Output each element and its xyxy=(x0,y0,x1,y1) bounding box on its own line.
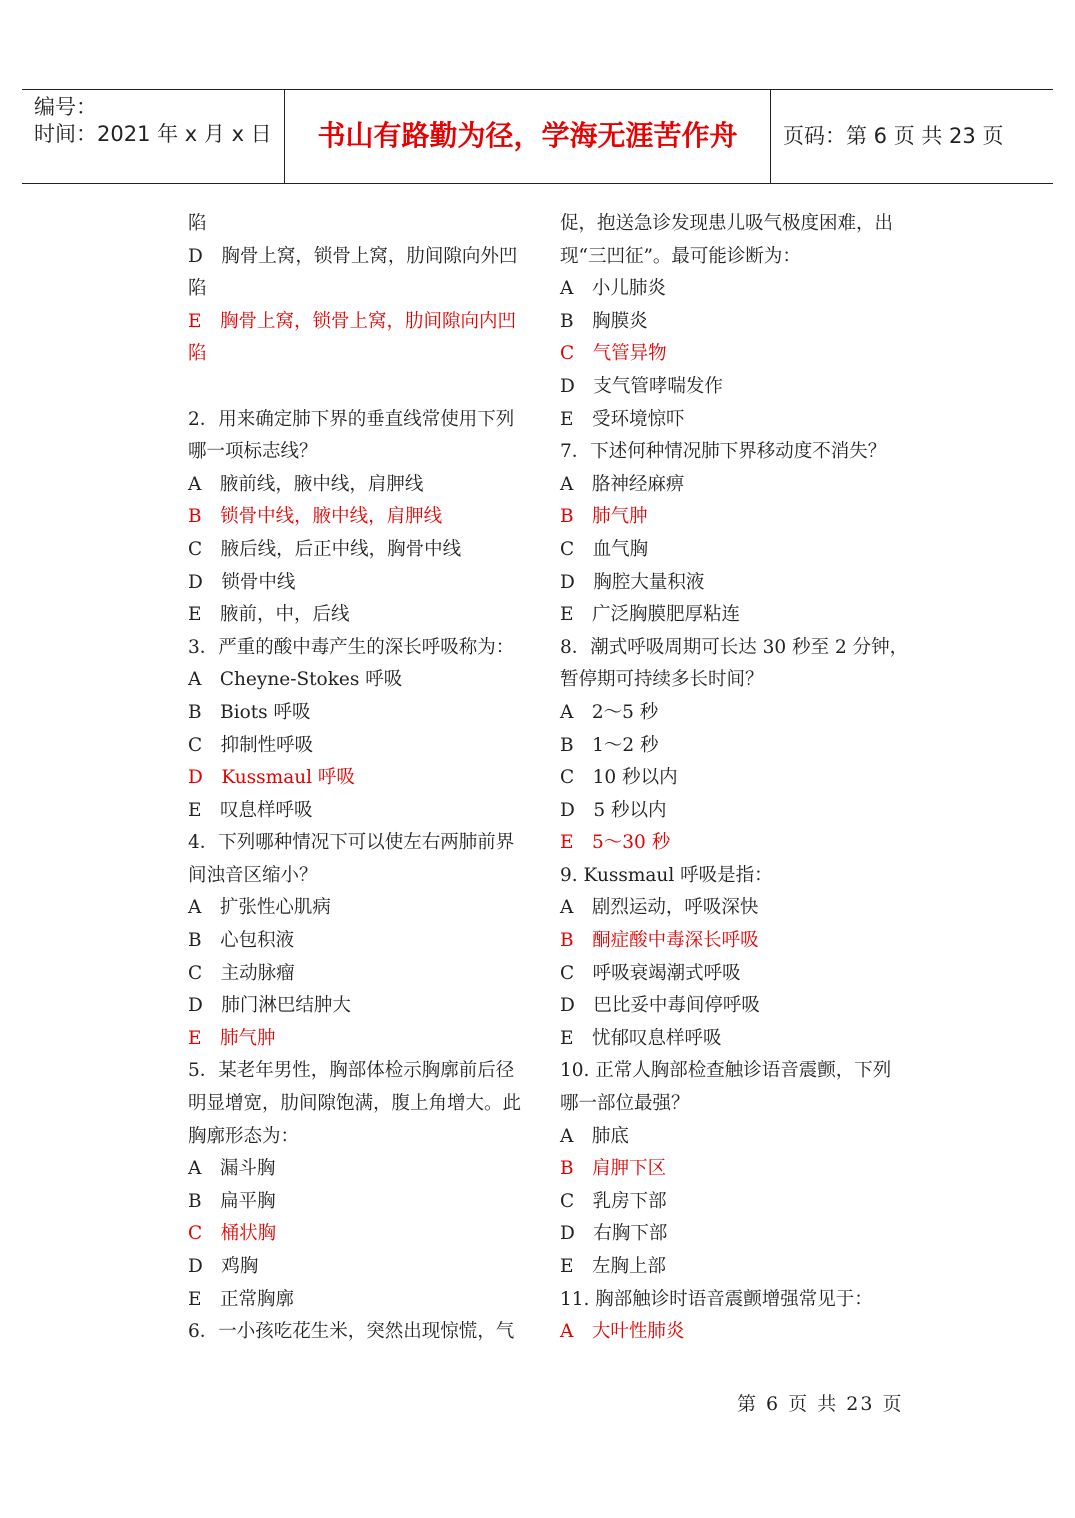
text-line: B 1～2 秒 xyxy=(560,734,659,756)
text-line: A 扩张性心肌病 xyxy=(188,897,331,919)
text-line: E 胸骨上窝，锁骨上窝，肋间隙向内凹 xyxy=(188,310,517,332)
text-line: B Biots 呼吸 xyxy=(188,701,311,723)
text-line: E 腋前，中，后线 xyxy=(188,604,350,626)
text-line: A 腋前线，腋中线，肩胛线 xyxy=(188,473,424,495)
text-line: B 肩胛下区 xyxy=(560,1158,667,1180)
text-line: 明显增宽，肋间隙饱满，腹上角增大。此 xyxy=(188,1093,522,1115)
text-line: 哪一部位最强？ xyxy=(560,1093,690,1115)
page-footer: 第 6 页 共 23 页 xyxy=(737,1393,904,1415)
text-line: E 受环境惊吓 xyxy=(560,408,685,430)
text-line: A 剧烈运动，呼吸深快 xyxy=(560,897,759,919)
text-line: A 2～5 秒 xyxy=(560,701,659,723)
text-line: B 锁骨中线，腋中线，肩胛线 xyxy=(188,506,443,528)
text-line: 2．用来确定肺下界的垂直线常使用下列 xyxy=(188,408,515,430)
text-line: 10. 正常人胸部检查触诊语音震颤，下列 xyxy=(560,1060,892,1082)
text-line: E 5～30 秒 xyxy=(560,832,671,854)
text-line: 3．严重的酸中毒产生的深长呼吸称为： xyxy=(188,636,515,658)
text-line: B 胸膜炎 xyxy=(560,310,648,332)
text-line: A 胳神经麻痹 xyxy=(560,473,685,495)
text-line: D 鸡胸 xyxy=(188,1256,259,1277)
text-line: E 叹息样呼吸 xyxy=(188,799,313,821)
text-line: C 血气胸 xyxy=(560,538,649,560)
text-line: 陷 xyxy=(188,278,207,300)
text-line: D 巴比妥中毒间停呼吸 xyxy=(560,995,760,1017)
page-number-label: 页码：第 6 页 共 23 页 xyxy=(783,124,1004,148)
text-line: C 呼吸衰竭潮式呼吸 xyxy=(560,962,741,984)
text-line: A 大叶性肺炎 xyxy=(560,1321,685,1343)
text-line: 5．某老年男性，胸部体检示胸廓前后径 xyxy=(188,1060,515,1082)
text-line: C 主动脉瘤 xyxy=(188,962,295,984)
text-line: 间浊音区缩小？ xyxy=(188,864,318,886)
text-line: 哪一项标志线？ xyxy=(188,441,318,463)
text-line: D 肺门淋巴结肿大 xyxy=(188,995,351,1017)
text-line: D 锁骨中线 xyxy=(188,571,296,593)
text-line: D 5 秒以内 xyxy=(560,799,667,821)
left-column xyxy=(188,208,520,1349)
text-line: B 心包积液 xyxy=(188,930,295,952)
text-line: 促，抱送急诊发现患儿吸气极度困难，出 xyxy=(560,213,894,234)
text-line: 4．下列哪种情况下可以使左右两肺前界 xyxy=(188,832,515,854)
text-line: B 扁平胸 xyxy=(188,1190,276,1212)
text-line: 陷 xyxy=(188,213,207,234)
header-motto-cell xyxy=(285,90,771,183)
text-line: 9. Kussmaul 呼吸是指： xyxy=(560,864,773,886)
text-line: C 10 秒以内 xyxy=(560,767,678,789)
text-line: D 胸骨上窝，锁骨上窝，肋间隙向外凹 xyxy=(188,245,518,267)
text-line: C 腋后线，后正中线，胸骨中线 xyxy=(188,538,462,560)
text-line: 11. 胸部触诊时语音震颤增强常见于： xyxy=(560,1288,873,1310)
text-line: E 肺气肿 xyxy=(188,1027,276,1049)
text-line: A Cheyne-Stokes 呼吸 xyxy=(188,669,403,691)
page-header xyxy=(22,89,1053,184)
text-line: D Kussmaul 呼吸 xyxy=(188,767,355,789)
text-line: E 广泛胸膜肥厚粘连 xyxy=(560,604,741,626)
header-meta-cell xyxy=(22,90,285,183)
text-line: E 忧郁叹息样呼吸 xyxy=(560,1027,722,1049)
number-label: 编号： xyxy=(34,95,97,119)
time-label: 时间：2021 年 x 月 x 日 xyxy=(34,122,272,146)
text-line: A 小儿肺炎 xyxy=(560,278,666,300)
text-line: D 右胸下部 xyxy=(560,1223,668,1245)
motto-text: 书山有路勤为径，学海无涯苦作舟 xyxy=(317,119,738,152)
right-column xyxy=(560,208,909,1349)
text-line: B 肺气肿 xyxy=(560,506,648,528)
text-line: A 肺底 xyxy=(560,1125,629,1147)
text-line: C 桶状胸 xyxy=(188,1223,277,1245)
text-line: D 支气管哮喘发作 xyxy=(560,375,723,397)
text-line: C 抑制性呼吸 xyxy=(188,734,314,756)
text-line xyxy=(188,371,520,404)
text-line: 6．一小孩吃花生米，突然出现惊慌，气 xyxy=(188,1321,515,1343)
text-line: 7．下述何种情况肺下界移动度不消失？ xyxy=(560,441,887,463)
text-line: D 胸腔大量积液 xyxy=(560,571,705,593)
text-line: 现“三凹征”。最可能诊断为： xyxy=(560,245,801,267)
text-line: E 左胸上部 xyxy=(560,1256,667,1277)
header-page-cell xyxy=(771,90,1053,183)
text-line: C 气管异物 xyxy=(560,343,667,365)
text-line: E 正常胸廓 xyxy=(188,1288,295,1310)
text-line: C 乳房下部 xyxy=(560,1190,667,1212)
text-line: 胸廓形态为： xyxy=(188,1125,300,1147)
text-line: B 酮症酸中毒深长呼吸 xyxy=(560,930,759,952)
text-line: A 漏斗胸 xyxy=(188,1158,276,1180)
text-line: 陷 xyxy=(188,343,207,365)
text-line: 暂停期可持续多长时间？ xyxy=(560,669,764,691)
text-line: 8．潮式呼吸周期可长达 30 秒至 2 分钟， xyxy=(560,636,909,658)
